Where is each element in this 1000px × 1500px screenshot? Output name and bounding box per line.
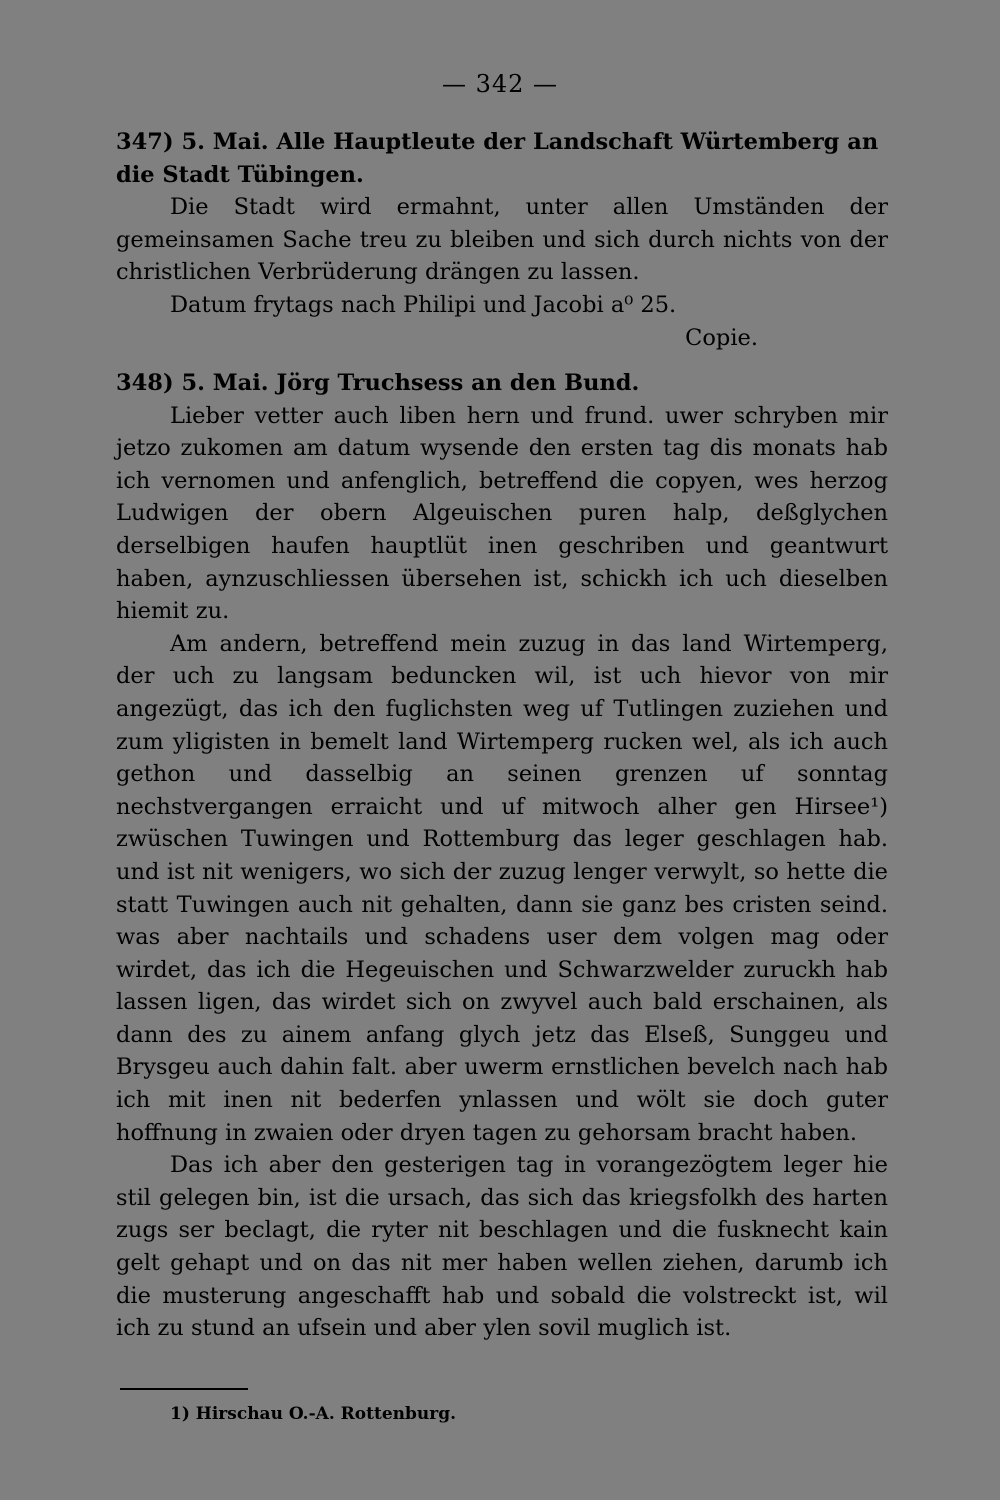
entry-347-heading: 347) 5. Mai. Alle Hauptleute der Landschaft Würtemberg an die Stadt Tübingen. bbox=[116, 129, 879, 188]
entry-347-date-line: Datum frytags nach Philipi und Jacobi a⁰ 25. bbox=[170, 291, 677, 318]
entry-348 bbox=[116, 367, 888, 1345]
entry-348-paragraph-3: Das ich aber den gesterigen tag in vorangezögtem leger hie stil gelegen bin, ist die ursach, das sich das kriegsfolkh des harten zugs ser beclagt, die ryter nit beschlagen und die fusknecht kain gelt gehapt und on das nit mer haben wellen ziehen, darumb ich die musterung angeschafft hab und sobald die volstreckt ist, wil ich zu stund an ufsein und aber ylen sovil muglich ist. bbox=[116, 1152, 888, 1342]
entry-348-paragraph-1: Lieber vetter auch liben hern und frund. uwer schryben mir jetzo zukomen am datum wysende den ersten tag dis monats hab ich vernomen und anfenglich, betreffend die copyen, wes herzog Ludwigen der obern Algeuischen puren halp, deßglychen derselbigen haufen hauptlüt inen geschriben und geantwurt haben, aynzuschliessen übersehen ist, schickh ich uch dieselben hiemit zu. bbox=[116, 402, 888, 625]
entry-347-copy-note: Copie. bbox=[685, 324, 758, 351]
entry-348-heading: 348) 5. Mai. Jörg Truchsess an den Bund. bbox=[116, 370, 640, 396]
entry-347-summary: Die Stadt wird ermahnt, unter allen Umständen der gemeinsamen Sache treu zu bleiben und sich durch nichts von der christlichen Verbrüderung drängen zu lassen. bbox=[116, 194, 888, 286]
entry-347 bbox=[116, 126, 888, 354]
footnote-divider bbox=[120, 1388, 248, 1390]
entry-348-paragraph-2: Am andern, betreffend mein zuzug in das land Wirtemperg, der uch zu langsam beduncken wil, ist uch hievor von mir angezügt, das ich den fuglichsten weg uf Tutlingen zuziehen und zum yligisten in bemelt land Wirtemperg rucken wel, als ich auch gethon und dasselbig an seinen grenzen uf sonntag nechstvergangen erraicht und uf mitwoch alher gen Hirsee¹) zwüschen Tuwingen und Rottemburg das leger geschlagen hab. und ist nit wenigers, wo sich der zuzug lenger verwylt, so hette die statt Tuwingen auch nit gehalten, dann sie ganz bes cristen seind. was aber nachtails und schadens user dem volgen mag oder wirdet, das ich die Hegeuischen und Schwarzwelder zuruckh hab lassen ligen, das wirdet sich on zwyvel auch bald erschainen, als dann des zu ainem anfang glych jetz das Elseß, Sunggeu und Brysgeu auch dahin falt. aber uwerm ernstlichen bevelch nach hab ich mit inen nit bederfen ynlassen und wölt sie doch guter hoffnung in zwaien oder dryen tagen zu gehorsam bracht haben. bbox=[116, 630, 888, 1146]
footnote: 1) Hirschau O.-A. Rottenburg. bbox=[170, 1404, 457, 1424]
page-number: — 342 — bbox=[441, 70, 559, 98]
